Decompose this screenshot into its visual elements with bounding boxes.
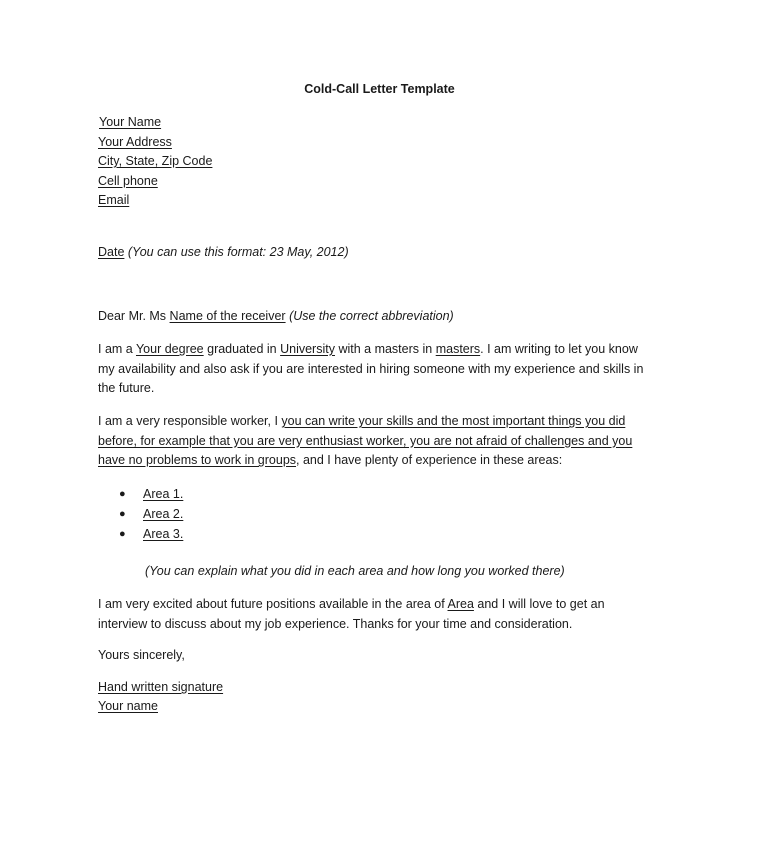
para1-text: graduated in bbox=[203, 342, 281, 356]
masters-placeholder: masters bbox=[435, 342, 481, 356]
area-note: (You can explain what you did in each area and how long you worked there) bbox=[145, 564, 565, 578]
salutation-prefix: Dear Mr. Ms bbox=[98, 309, 170, 323]
skills-placeholder-1: you can write your skills and the most important things you did bbox=[281, 414, 626, 428]
date-hint: (You can use this format: 23 May, 2012) bbox=[127, 245, 349, 259]
area-placeholder: Area bbox=[447, 597, 474, 611]
sender-name: Your Name bbox=[99, 115, 162, 129]
closing: Yours sincerely, bbox=[98, 648, 185, 662]
sender-email: Email bbox=[98, 193, 130, 207]
paragraph-skills bbox=[98, 412, 668, 471]
bullet-icon: ● bbox=[119, 488, 126, 500]
salutation bbox=[98, 309, 454, 323]
signature-placeholder: Hand written signature bbox=[98, 680, 224, 694]
date-label: Date bbox=[98, 245, 125, 259]
paragraph-intro bbox=[98, 340, 668, 399]
list-item bbox=[98, 524, 183, 544]
area-item: Area 1. bbox=[143, 487, 184, 501]
sender-phone: Cell phone bbox=[98, 174, 158, 188]
para1-text: with a masters in bbox=[334, 342, 436, 356]
para1-text: I am a bbox=[98, 342, 136, 356]
para3-text: and I will love to get an bbox=[473, 597, 605, 611]
para3-text: I am very excited about future positions available in the area of bbox=[98, 597, 448, 611]
area-item: Area 3. bbox=[143, 527, 184, 541]
list-item bbox=[98, 504, 183, 524]
sender-address: Your Address bbox=[98, 135, 172, 149]
para2-text: I am a very responsible worker, I bbox=[98, 414, 282, 428]
skills-placeholder-3: have no problems to work in groups bbox=[98, 453, 297, 467]
bullet-icon: ● bbox=[119, 508, 126, 520]
area-item: Area 2. bbox=[143, 507, 184, 521]
receiver-name: Name of the receiver bbox=[169, 309, 286, 323]
paragraph-closing bbox=[98, 595, 668, 634]
para1-text: . I am writing to let you know bbox=[480, 342, 638, 356]
sender-city: City, State, Zip Code bbox=[98, 154, 213, 168]
date-line bbox=[98, 245, 349, 259]
degree-placeholder: Your degree bbox=[135, 342, 204, 356]
para1-line3: the future. bbox=[98, 381, 155, 395]
salutation-hint: (Use the correct abbreviation) bbox=[289, 309, 454, 323]
para2-text: , and I have plenty of experience in these areas: bbox=[296, 453, 563, 467]
skills-placeholder-2: before, for example that you are very enthusiast worker, you are not afraid of challenges and you bbox=[98, 433, 633, 448]
page-title: Cold-Call Letter Template bbox=[304, 82, 455, 96]
areas-list bbox=[98, 484, 183, 544]
para3-line2: interview to discuss about my job experience. Thanks for your time and consideration. bbox=[98, 616, 573, 631]
list-item bbox=[98, 484, 183, 504]
para1-line2: my availability and also ask if you are interested in hiring someone with my experience and skills in bbox=[98, 361, 644, 376]
signoff-name: Your name bbox=[98, 699, 158, 713]
university-placeholder: University bbox=[280, 342, 335, 356]
bullet-icon: ● bbox=[119, 528, 126, 540]
